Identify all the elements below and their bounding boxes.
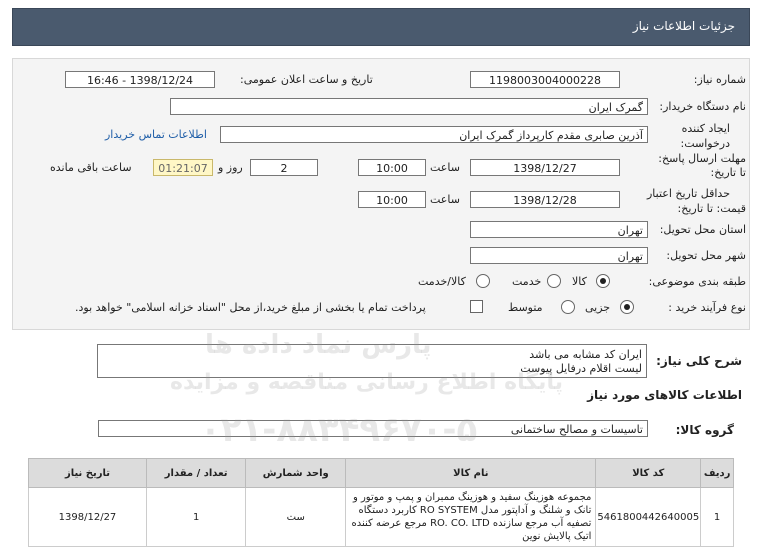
time-remaining-field: 01:21:07 bbox=[153, 159, 213, 176]
reply-deadline-label-line1: مهلت ارسال پاسخ: bbox=[658, 152, 746, 165]
goods-group-label: گروه کالا: bbox=[675, 423, 734, 437]
validity-label-line2: قیمت: تا تاریخ: bbox=[677, 202, 746, 215]
description-box bbox=[97, 344, 647, 378]
province-label: استان محل تحویل: bbox=[659, 223, 746, 236]
validity-time-field: 10:00 bbox=[358, 191, 426, 208]
city-field: تهران bbox=[470, 247, 648, 264]
category-goods-service-radio[interactable] bbox=[476, 274, 490, 288]
announce-label: تاریخ و ساعت اعلان عمومی: bbox=[240, 73, 373, 86]
category-goods-service-label: کالا/خدمت bbox=[418, 275, 466, 288]
category-goods-radio[interactable] bbox=[596, 274, 610, 288]
goods-info-title: اطلاعات کالاهای مورد نیاز bbox=[587, 388, 742, 402]
col-qty-header: تعداد / مقدار bbox=[146, 459, 245, 488]
reply-time-field: 10:00 bbox=[358, 159, 426, 176]
purchase-type-label: نوع فرآیند خرید : bbox=[668, 301, 746, 314]
treasury-payment-checkbox[interactable] bbox=[470, 300, 483, 313]
cell-qty: 1 bbox=[146, 488, 245, 547]
treasury-payment-note: پرداخت تمام یا بخشی از مبلغ خرید،از محل "اسناد خزانه اسلامی" خواهد بود. bbox=[75, 301, 426, 314]
page-title: جزئیات اطلاعات نیاز bbox=[632, 19, 735, 33]
creator-field: آذرین صابری مقدم کارپرداز گمرک ایران bbox=[220, 126, 648, 143]
col-unit-header: واحد شمارش bbox=[246, 459, 346, 488]
goods-group-field: تاسیسات و مصالح ساختمانی bbox=[98, 420, 648, 437]
cell-name-line4: اتیک پالایش نوین bbox=[522, 531, 592, 542]
validity-date-field: 1398/12/28 bbox=[470, 191, 620, 208]
creator-label-line2: درخواست: bbox=[680, 137, 730, 150]
purchase-minor-label: جزیی bbox=[585, 301, 611, 314]
reply-deadline-label-line2: تا تاریخ: bbox=[710, 166, 746, 179]
col-code-header: کد کالا bbox=[596, 459, 701, 488]
purchase-medium-label: متوسط bbox=[508, 301, 543, 314]
cell-name bbox=[346, 488, 596, 547]
reply-time-label: ساعت bbox=[430, 161, 460, 174]
buyer-org-label: نام دستگاه خریدار: bbox=[659, 100, 746, 113]
category-label: طبقه بندی موضوعی: bbox=[648, 275, 746, 288]
category-service-radio[interactable] bbox=[547, 274, 561, 288]
description-label: شرح کلی نیاز: bbox=[656, 354, 742, 368]
category-goods-label: کالا bbox=[572, 275, 587, 288]
cell-name-line3: تصفیه آب مرجع سازنده RO. CO. LTD مرجع عرضه کننده bbox=[351, 518, 592, 529]
cell-code: 5461800442640005 bbox=[596, 488, 701, 547]
validity-label-line1: حداقل تاریخ اعتبار bbox=[646, 187, 730, 200]
time-remaining-label: ساعت باقی مانده bbox=[50, 161, 132, 174]
purchase-minor-radio[interactable] bbox=[620, 300, 634, 314]
validity-time-label: ساعت bbox=[430, 193, 460, 206]
watermark-line2: پایگاه اطلاع رسانی مناقصه و مزایده bbox=[170, 370, 563, 395]
cell-unit: ست bbox=[246, 488, 346, 547]
buyer-org-field: گمرک ایران bbox=[170, 98, 648, 115]
buyer-contact-link[interactable]: اطلاعات تماس خریدار bbox=[105, 128, 207, 141]
category-service-label: خدمت bbox=[512, 275, 542, 288]
city-label: شهر محل تحویل: bbox=[666, 249, 746, 262]
watermark-line3: ۰۲۱-۸۸۳۴۹۶۷۰-۵ bbox=[200, 410, 478, 450]
col-row-header: ردیف bbox=[701, 459, 734, 488]
table-row bbox=[29, 488, 734, 547]
days-label: روز و bbox=[218, 161, 243, 174]
announce-datetime-field: 1398/12/24 - 16:46 bbox=[65, 71, 215, 88]
province-field: تهران bbox=[470, 221, 648, 238]
goods-table bbox=[28, 458, 734, 547]
reply-date-field: 1398/12/27 bbox=[470, 159, 620, 176]
need-number-label: شماره نیاز: bbox=[693, 73, 746, 86]
description-line2: لیست اقلام درفایل پیوست bbox=[520, 362, 642, 375]
description-line1: ایران کد مشابه می باشد bbox=[529, 348, 642, 361]
creator-label-line1: ایجاد کننده bbox=[681, 122, 730, 135]
col-name-header: نام کالا bbox=[346, 459, 596, 488]
col-date-header: تاریخ نیاز bbox=[29, 459, 147, 488]
page-header bbox=[12, 8, 750, 46]
need-number-field: 1198003004000228 bbox=[470, 71, 620, 88]
days-remaining-field: 2 bbox=[250, 159, 318, 176]
table-header-row bbox=[29, 459, 734, 488]
cell-row: 1 bbox=[701, 488, 734, 547]
cell-name-line2: تانک و شلنگ و آداپتور مدل RO SYSTEM کاربرد دستگاه bbox=[358, 505, 592, 516]
cell-date: 1398/12/27 bbox=[29, 488, 147, 547]
purchase-medium-radio[interactable] bbox=[561, 300, 575, 314]
watermark-line1: پارس نماد داده ها bbox=[205, 330, 432, 360]
cell-name-line1: مجموعه هوزینگ سفید و هوزینگ ممبران و پمپ و موتور و bbox=[352, 492, 592, 503]
